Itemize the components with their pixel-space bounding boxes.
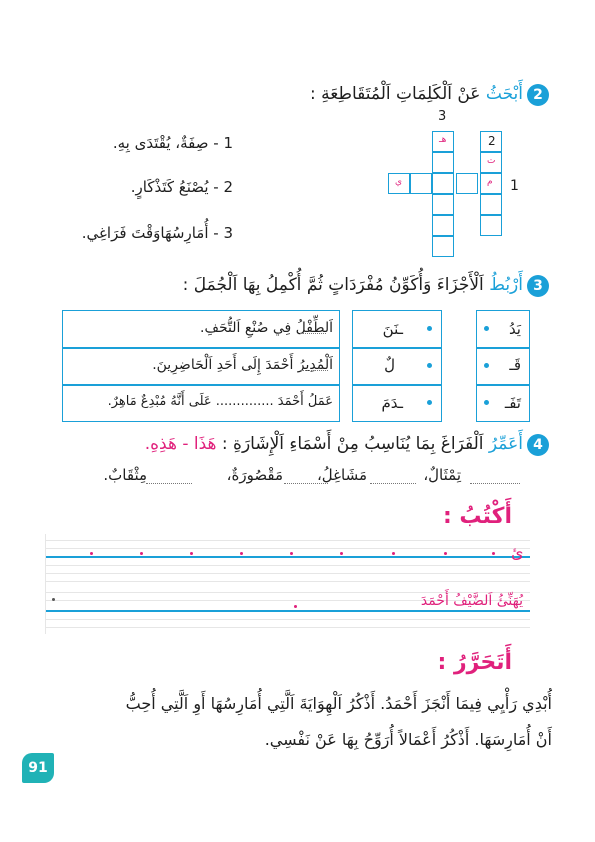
exercise-2-instruction: عَنْ اَلْكَلِمَاتِ اَلْمُتَقَاطِعَةِ : (310, 84, 481, 104)
blank-line[interactable] (300, 333, 326, 334)
divider (63, 347, 339, 349)
word-part: لٌ (384, 356, 395, 374)
divider (63, 384, 339, 386)
writing-line[interactable] (45, 556, 530, 558)
exercise-4-answer: هَذَا - هَذِهِ. (144, 434, 217, 454)
model-sentence: يُهَنِّئُ اَلضَّيْفُ أَحْمَدَ (420, 593, 523, 609)
match-dot[interactable] (427, 363, 432, 368)
crossword-cell[interactable] (432, 173, 454, 194)
blank-line[interactable] (146, 483, 192, 484)
crossword-cell[interactable] (480, 152, 502, 173)
page-number: 91 (28, 760, 48, 776)
exercise-4-instruction: اَلْفَرَاغَ بِمَا يُنَاسِبُ مِنْ أَسْمَاءِ اَلْإِشَارَةِ : (221, 434, 484, 454)
grid-line (45, 627, 530, 628)
margin-line (45, 534, 46, 634)
word-part: تَفَـ (504, 394, 521, 412)
crossword-label-2: 2 (488, 134, 496, 148)
grid-line (45, 540, 530, 541)
crossword-cell[interactable] (432, 215, 454, 236)
crossword-cell[interactable] (480, 215, 502, 236)
crossword-label-3: 3 (438, 109, 447, 124)
exercise-2-heading (310, 84, 523, 104)
guide-dot (444, 552, 447, 555)
crossword-cell[interactable] (480, 194, 502, 215)
crossword-cell[interactable] (410, 173, 432, 194)
exercise-number-2: 2 (527, 84, 549, 106)
clue-3: 3 - أُمَارِسُهَاوَقْتَ فَرَاغِي. (81, 224, 233, 242)
fill-item[interactable]: مِثْقَابٌ. (103, 466, 147, 484)
crossword-letter-mim: م (487, 177, 493, 187)
guide-dot (492, 552, 495, 555)
crossword-cell[interactable] (456, 173, 478, 194)
guide-dot (190, 552, 193, 555)
crossword-cell[interactable] (432, 131, 454, 152)
match-dot[interactable] (484, 400, 489, 405)
exercise-4-heading (145, 434, 523, 454)
page-number-badge (22, 753, 54, 783)
crossword-letter-ya: ي (395, 177, 403, 187)
crossword-letter-ha: هـ (439, 135, 447, 145)
write-title: أَكْتُبُ : (442, 504, 512, 529)
clue-1: 1 - صِفَةٌ، يُقْتَدَى بِهِ. (112, 134, 233, 152)
match-dot[interactable] (484, 363, 489, 368)
guide-dot (340, 552, 343, 555)
divider (477, 347, 529, 349)
grid-line (45, 573, 530, 574)
guide-dot (52, 598, 55, 601)
crossword-cell[interactable] (480, 173, 502, 194)
fill-item[interactable]: مَشَاغِلُ، (316, 466, 367, 484)
guide-dot (140, 552, 143, 555)
guide-dot (294, 605, 297, 608)
crossword-cell (480, 131, 502, 152)
grid-line (45, 548, 530, 549)
sentence-3: عَمَلُ أَحْمَدَ .............. عَلَى أَنَّهُ مُبْدِعٌ مَاهِرٌ. (107, 394, 333, 409)
guide-dot (392, 552, 395, 555)
grid-line (45, 565, 530, 566)
exercise-2-verb: أَبْحَثُ (485, 84, 523, 104)
exercise-number-3: 3 (527, 275, 549, 297)
blank-line[interactable] (300, 370, 328, 371)
word-part: ـدَمَ (381, 394, 403, 412)
fill-item[interactable]: تِمْثَالٌ، (423, 466, 461, 484)
word-part: قَـ (509, 356, 521, 374)
fill-item[interactable]: مَقْصُورَةٌ، (226, 466, 283, 484)
exercise-3-verb: أَرْبُطُ (489, 275, 523, 295)
writing-line[interactable] (45, 610, 530, 612)
guide-dot (290, 552, 293, 555)
blank-line[interactable] (470, 483, 520, 484)
crossword-cell[interactable] (432, 194, 454, 215)
crossword-cell[interactable] (432, 236, 454, 257)
grid-line (45, 581, 530, 582)
sentence-2: اَلْمُدِيرُ أَحْمَدَ إِلَى أَحَدِ اَلْحَاضِرِينَ. (152, 357, 333, 373)
crossword-cell[interactable] (432, 152, 454, 173)
guide-dot (240, 552, 243, 555)
crossword-letter-ta: ت (487, 156, 496, 166)
guide-dot (90, 552, 93, 555)
edit-title: أَتَحَرَّرُ : (437, 650, 512, 675)
word-part: يَدُ (508, 320, 521, 338)
crossword-label-1: 1 (510, 178, 519, 194)
sentence-1: اَلطِّفْلُ فِي صُنْعِ اَلتُّحَفِ. (200, 320, 333, 336)
word-part: ـنَنَ (382, 320, 403, 338)
exercise-number-4: 4 (527, 434, 549, 456)
exercise-3-instruction: اَلْأَجْزَاءَ وَأُكَوِّنُ مُفْرَدَاتٍ ثُمَّ أُكْمِلُ بِهَا اَلْجُمَلَ : (182, 275, 484, 295)
edit-instruction-line-1: أُبْدِي رَأْيِي فِيمَا أَنْجَزَ أَحْمَدُ. أَذْكُرُ اَلْهِوَايَةَ اَلَّتِي أُمَارِسُهَا أَوِ اَلَّتِي أُحِبُّ (125, 694, 552, 713)
exercise-3-heading (183, 275, 523, 295)
grid-line (45, 619, 530, 620)
model-letter: ئ (511, 543, 524, 562)
edit-instruction-line-2: أَنْ أُمَارِسَهَا. أَذْكُرُ أَعْمَالاً أُرَوِّحُ بِهَا عَنْ نَفْسِي. (264, 730, 552, 749)
match-dot[interactable] (427, 400, 432, 405)
clue-2: 2 - يُصْنَعُ كَتَذْكَارٍ. (130, 178, 233, 196)
divider (477, 384, 529, 386)
divider (353, 347, 441, 349)
match-dot[interactable] (427, 326, 432, 331)
crossword-cell[interactable] (388, 173, 410, 194)
divider (353, 384, 441, 386)
match-dot[interactable] (484, 326, 489, 331)
blank-line[interactable] (284, 483, 328, 484)
blank-line[interactable] (370, 483, 416, 484)
exercise-4-verb: أَعَمِّرُ (488, 434, 523, 454)
